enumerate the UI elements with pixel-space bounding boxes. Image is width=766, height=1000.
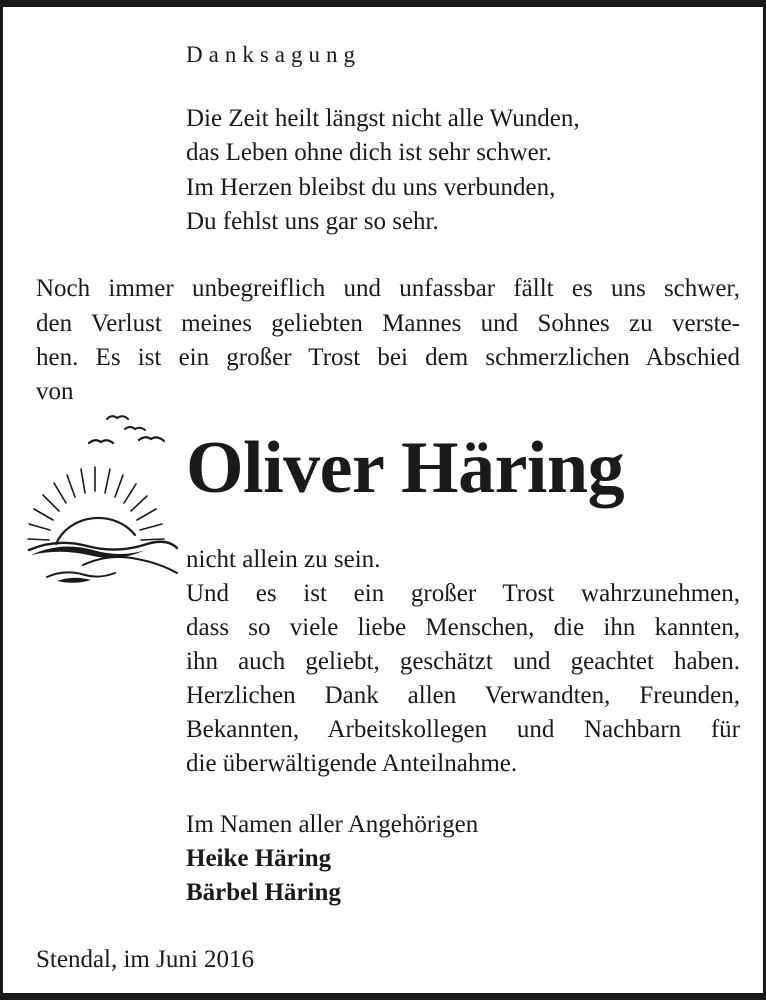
- sunset-birds-illustration: [23, 405, 181, 595]
- place-date: Stendal, im Juni 2016: [36, 946, 255, 973]
- signature-intro: Im Namen aller Angehörigen: [186, 811, 479, 838]
- poem-line: Die Zeit heilt längst nicht alle Wunden,: [186, 105, 580, 132]
- body-line: nicht allein zu sein.: [186, 546, 381, 573]
- body-line: Und es ist ein großer Trost wahrzunehmen,: [186, 580, 740, 607]
- poem-line: das Leben ohne dich ist sehr schwer.: [186, 139, 552, 166]
- intro-line: hen. Es ist ein großer Trost bei dem schmerzlichen Abschied: [36, 344, 740, 371]
- poem-line: Im Herzen bleibst du uns verbunden,: [186, 174, 556, 201]
- signature-name: Bärbel Häring: [186, 879, 341, 906]
- poem-line: Du fehlst uns gar so sehr.: [186, 208, 439, 235]
- body-line: die überwältigende Anteilnahme.: [186, 750, 518, 777]
- intro-line: Noch immer unbegreiflich und unfassbar fällt es uns schwer,: [36, 275, 740, 302]
- signature-name: Heike Häring: [186, 845, 332, 872]
- body-line: Herzlichen Dank allen Verwandten, Freunden,: [186, 682, 740, 709]
- intro-line: von: [36, 378, 74, 405]
- heading: Danksagung: [186, 42, 361, 67]
- deceased-name: Oliver Häring: [186, 427, 625, 509]
- body-line: Bekannten, Arbeitskollegen und Nachbarn für: [186, 716, 740, 743]
- body-line: ihn auch geliebt, geschätzt und geachtet haben.: [186, 648, 740, 675]
- intro-line: den Verlust meines geliebten Mannes und Sohnes zu verste-: [36, 310, 740, 337]
- body-line: dass so viele liebe Menschen, die ihn kannten,: [186, 614, 740, 641]
